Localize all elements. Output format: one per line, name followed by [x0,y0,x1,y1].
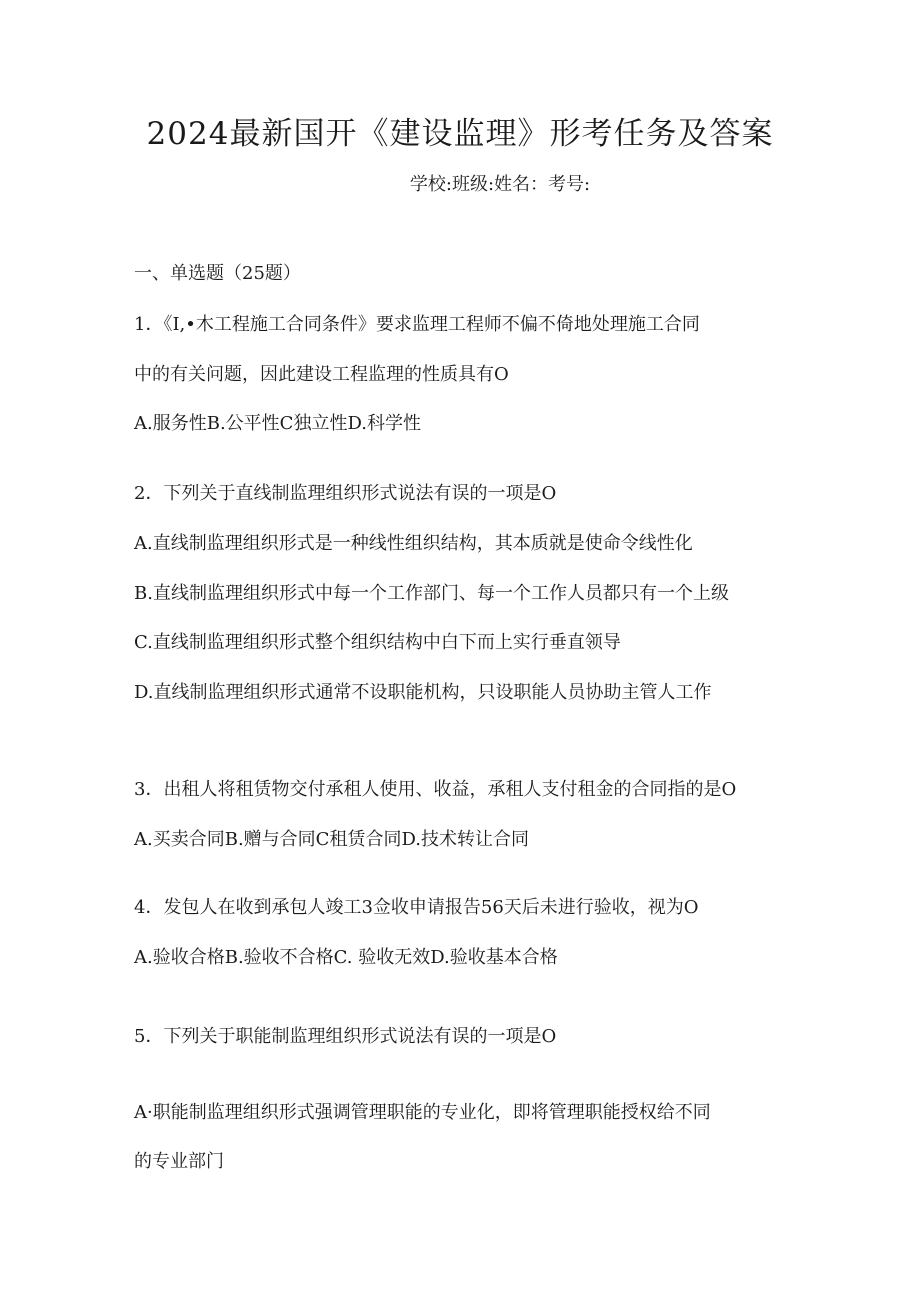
question-3-options: A.买卖合同B.赠与合同C租赁合同D.技术转让合同 [134,829,529,850]
question-1-stem-line-1: 1．《I,•木工程施工合同条件》要求监理工程师不偏不倚地处理施工合同 [134,314,700,335]
question-4-options: A.验收合格B.验收不合格C. 验收无效D.验收基本合格 [134,947,558,968]
question-2-stem: 2．下列关于直线制监理组织形式说法有误的一项是O [134,483,557,504]
question-3-stem: 3．出租人将租赁物交付承租人使用、收益，承租人支付租金的合同指的是O [134,779,737,800]
section-heading: 一、单选题（25题） [134,263,301,284]
question-5-option-a-line-1: A·职能制监理组织形式强调管理职能的专业化，即将管理职能授权给不同 [134,1102,711,1123]
question-2-option-b: B.直线制监理组织形式中每一个工作部门、每一个工作人员都只有一个上级 [134,583,729,604]
question-5-option-a-line-2: 的专业部门 [134,1151,224,1172]
question-1-stem-line-2: 中的有关问题，因此建设工程监理的性质具有O [134,364,509,385]
question-2-option-c: C.直线制监理组织形式整个组织结构中白下而上实行垂直领导 [134,632,621,653]
document-title: 2024最新国开《建设监理》形考任务及答案 [146,116,774,152]
student-info-line: 学校:班级:姓名：考号: [409,174,591,195]
question-2-option-a: A.直线制监理组织形式是一种线性组织结构，其本质就是使命令线性化 [134,533,693,554]
question-5-stem: 5．下列关于职能制监理组织形式说法有误的一项是O [134,1026,557,1047]
question-1-options: A.服务性B.公平性C独立性D.科学性 [134,413,421,434]
question-2-option-d: D.直线制监理组织形式通常不设职能机构，只设职能人员协助主管人工作 [134,682,712,703]
question-4-stem: 4．发包人在收到承包人竣工3佥收申请报告56天后未进行验收，视为O [134,897,699,918]
